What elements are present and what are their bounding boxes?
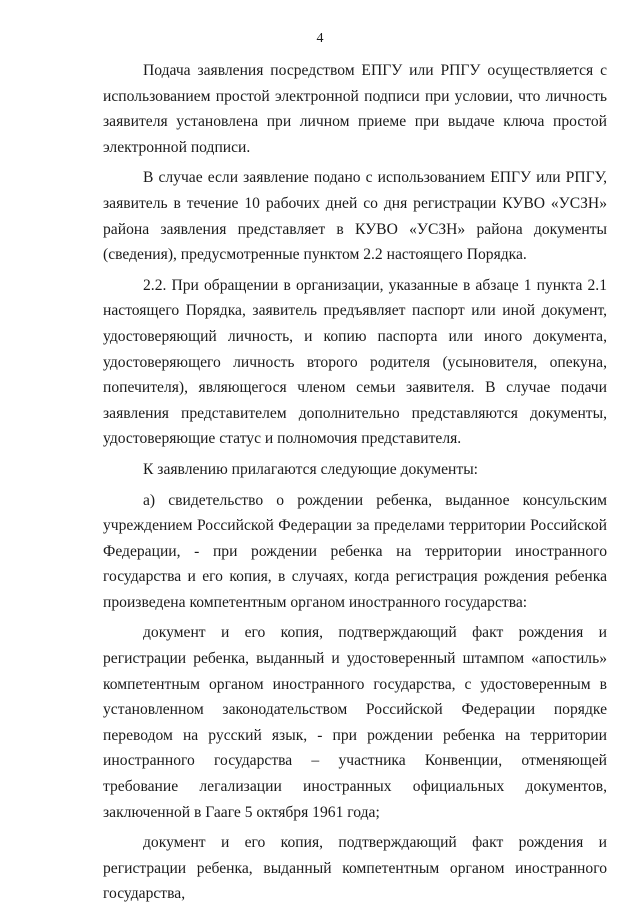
document-body (103, 58, 607, 907)
paragraph-apostille-document: документ и его копия, подтверждающий факт рождения и регистрации ребенка, выданный и удостоверенный штампом «апостиль» компетентным органом иностранного государства, с удостоверенным в установленном законодательством Российской Федерации порядке переводом на русский язык, - при рождении ребенка на территории иностранного государства – участника Конвенции, отменяющей требование легализации иностранных официальных документов, заключенной в Гааге 5 октября 1961 года; (103, 624, 607, 821)
paragraph-attachments-intro: К заявлению прилагаются следующие документы: (143, 460, 479, 478)
paragraph-item-a: а) свидетельство о рождении ребенка, выданное консульским учреждением Российской Федерации за пределами территории Российской Федерации, - при рождении ребенка на территории иностранного государства и его копия, в случаях, когда регистрация рождения ребенка произведена компетентным органом иностранного государства: (103, 491, 607, 611)
paragraph-2-2-identity: 2.2. При обращении в организации, указанные в абзаце 1 пункта 2.1 настоящего Порядка, заявитель предъявляет паспорт или иной документ, удостоверяющий личность, и копию паспорта или иного документа, удостоверяющего личность второго родителя (усыновителя, опекуна, попечителя), являющегося членом семьи заявителя. В случае подачи заявления представителем дополнительно представляются документы, удостоверяющие статус и полномочия представителя. (103, 276, 607, 448)
paragraph-foreign-document: документ и его копия, подтверждающий факт рождения и регистрации ребенка, выданный компетентным органом иностранного государства, (103, 834, 607, 903)
page-number: 4 (316, 31, 324, 46)
paragraph-epgu-documents: В случае если заявление подано с использованием ЕПГУ или РПГУ, заявитель в течение 10 рабочих дней со дня регистрации КУВО «УСЗН» района заявления представляет в КУВО «УСЗН» района документы (сведения), предусмотренные пунктом 2.2 настоящего Порядка. (103, 169, 607, 264)
paragraph-epgu-signature: Подача заявления посредством ЕПГУ или РПГУ осуществляется с использованием простой электронной подписи при условии, что личность заявителя установлена при личном приеме при выдаче ключа простой электронной подписи. (103, 62, 607, 156)
